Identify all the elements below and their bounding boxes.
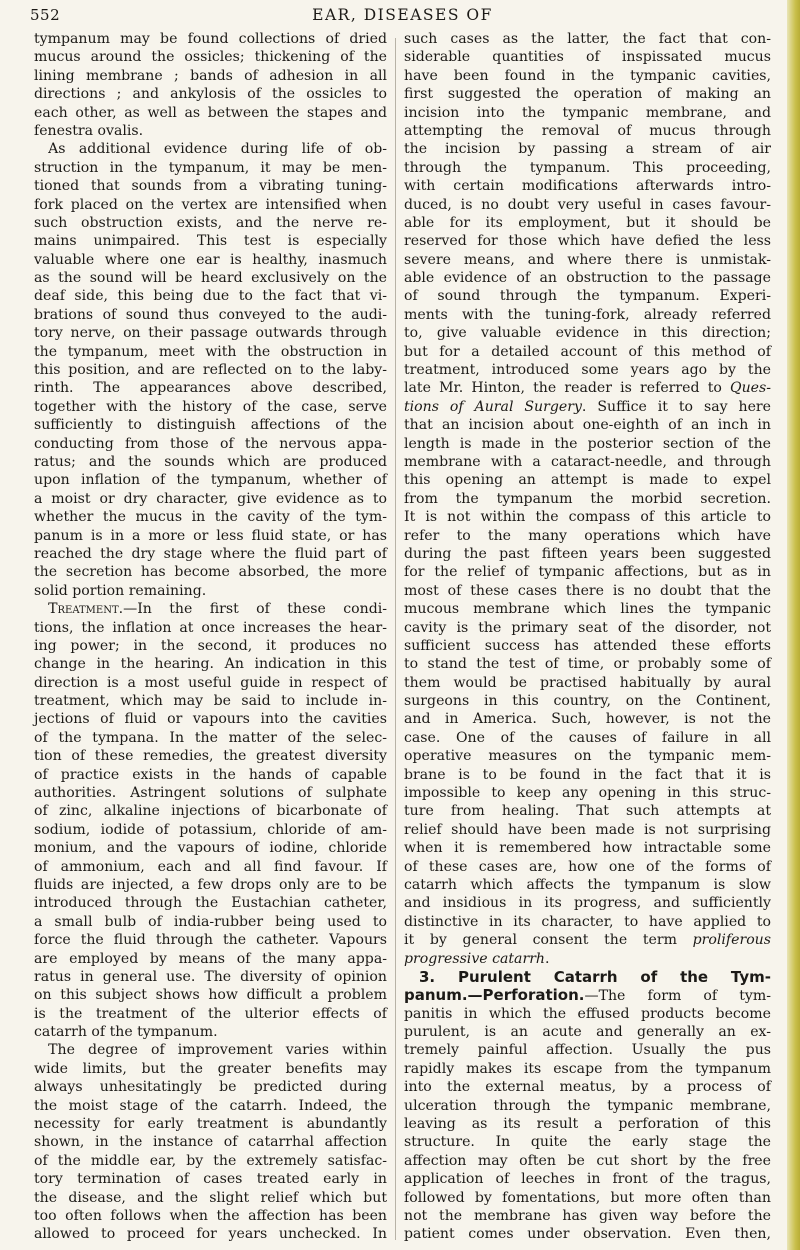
text-line <box>404 122 771 140</box>
line-text: ments with the tuning-fork, already referred <box>404 306 771 323</box>
line-text: the secretion has become absorbed, the more <box>34 564 387 581</box>
line-text: authorities. Astringent solutions of sulphate <box>34 785 387 802</box>
text-line <box>404 1170 771 1188</box>
text-line <box>34 1041 387 1059</box>
text-line <box>404 361 771 379</box>
text-line <box>404 747 771 765</box>
line-text: mucous membrane which lines the tympanic <box>404 601 771 618</box>
text-line <box>404 287 771 305</box>
line-text: direction is a most useful guide in respect of <box>34 674 387 691</box>
line-text: catarrh which affects the tympanum is slow <box>404 876 771 893</box>
section-heading: 3. Purulent Catarrh of the Tym- <box>404 967 771 986</box>
line-text: tory nerve, on their passage outwards through <box>34 325 387 342</box>
line-text: for the relief of tympanic affections, but as in <box>404 564 771 581</box>
text-line <box>34 1097 387 1115</box>
text-line <box>34 839 387 857</box>
text-line <box>34 287 387 305</box>
line-text: tremely painful affection. Usually the pus <box>404 1042 771 1059</box>
line-text: severe means, and where there is unmistak- <box>404 251 771 268</box>
line-text: such cases as the latter, the fact that con- <box>404 31 771 47</box>
line-text: the incision by passing a stream of air <box>404 141 771 158</box>
text-line <box>34 1115 387 1133</box>
text-line <box>34 1005 387 1023</box>
text-line <box>404 214 771 232</box>
text-line <box>404 527 771 545</box>
line-text: As additional evidence during life of ob- <box>34 141 387 158</box>
text-line <box>404 416 771 434</box>
line-text: and in America. Such, however, is not the <box>404 711 771 728</box>
text-line <box>404 968 771 986</box>
text-line <box>34 802 387 820</box>
text-line <box>34 913 387 931</box>
text-line <box>34 1078 387 1096</box>
text-line <box>34 600 387 618</box>
line-text: . Suffice it to say here <box>581 398 771 415</box>
text-line <box>404 1152 771 1170</box>
running-head: EAR, DISEASES OF <box>312 6 493 24</box>
line-text: upon inflation of the tympanum, whether of <box>34 472 387 489</box>
text-line <box>404 913 771 931</box>
text-line <box>34 766 387 784</box>
text-line <box>404 986 771 1004</box>
line-text: incision into the tympanic membrane, and <box>404 104 771 121</box>
text-line <box>404 85 771 103</box>
line-text: a moist or dry character, give evidence as to <box>34 490 387 507</box>
text-line <box>404 802 771 820</box>
line-text: catarrh of the tympanum. <box>34 1024 218 1041</box>
text-line <box>404 710 771 728</box>
line-text: ture from healing. That such attempts at <box>404 803 771 820</box>
line-text: tion of these remedies, the greatest diversity <box>34 748 387 765</box>
italic-text: Ques- <box>730 380 771 397</box>
line-text: and insidious in its progress, and sufficiently <box>404 895 771 912</box>
text-line <box>404 1189 771 1207</box>
line-text: length is made in the posterior section of the <box>404 435 771 452</box>
text-line <box>404 839 771 857</box>
line-text: most of these cases there is no doubt that the <box>404 582 771 599</box>
italic-text: tions of Aural Surgery <box>404 398 582 415</box>
text-line <box>404 950 771 968</box>
text-line <box>404 674 771 692</box>
line-text: always unhesitatingly be predicted during <box>34 1079 387 1096</box>
line-text: distinctive in its character, to have applied to <box>404 913 771 930</box>
line-text: fluids are injected, a few drops only are to be <box>34 876 387 893</box>
line-text: but for a detailed account of this method of <box>404 343 771 360</box>
text-line <box>404 251 771 269</box>
text-line <box>34 214 387 232</box>
line-text: are employed by means of the many appa- <box>34 950 387 967</box>
text-line <box>404 784 771 802</box>
line-text: brane is to be found in the fact that it is <box>404 766 771 783</box>
line-text: of these cases are, how one of the forms of <box>404 858 771 875</box>
text-line <box>404 1133 771 1151</box>
text-line <box>34 563 387 581</box>
text-line <box>34 159 387 177</box>
line-text: of practice exists in the hands of capable <box>34 766 387 783</box>
text-line <box>404 30 771 48</box>
line-text: a small bulb of india-rubber being used to <box>34 913 387 930</box>
line-text: whether the mucus in the cavity of the tym- <box>34 509 387 526</box>
text-line <box>34 269 387 287</box>
column-divider <box>395 38 396 1240</box>
page-edge <box>787 0 800 1250</box>
text-line <box>34 48 387 66</box>
text-line <box>404 876 771 894</box>
line-text: of sound through the tympanum. Experi- <box>404 288 771 305</box>
line-text: —In the first of these condi- <box>123 601 387 618</box>
line-text: —The form of tym- <box>584 988 771 1005</box>
text-line <box>34 692 387 710</box>
left-column <box>34 30 387 1244</box>
text-line <box>34 931 387 949</box>
text-line <box>34 508 387 526</box>
text-line <box>404 159 771 177</box>
line-text: when it is remembered how intractable some <box>404 840 771 857</box>
text-line <box>34 968 387 986</box>
text-line <box>404 655 771 673</box>
line-text: such obstruction exists, and the nerve re- <box>34 214 387 231</box>
text-line <box>34 674 387 692</box>
line-text: fenestra ovalis. <box>34 122 144 139</box>
text-line <box>404 471 771 489</box>
line-text: panitis in which the effused products become <box>404 1005 771 1022</box>
line-text: able for its employment, but it should be <box>404 214 771 231</box>
right-column <box>404 30 771 1244</box>
line-text: allowed to proceed for years unchecked. In <box>34 1226 387 1243</box>
text-line <box>34 527 387 545</box>
text-line <box>404 619 771 637</box>
page-header <box>30 6 775 30</box>
text-line <box>404 692 771 710</box>
text-line <box>34 545 387 563</box>
line-text: reserved for those which have defied the less <box>404 233 771 250</box>
line-text: have been found in the tympanic cavities, <box>404 67 771 84</box>
line-text: as the sound will be heard exclusively on the <box>34 270 387 287</box>
line-text: duced, is no doubt very useful in cases favour- <box>404 196 771 213</box>
text-line <box>34 453 387 471</box>
line-text: them would be practised habitually by aural <box>404 674 771 691</box>
text-line <box>34 251 387 269</box>
line-text: of zinc, alkaline injections of bicarbonate of <box>34 803 387 820</box>
text-line <box>404 582 771 600</box>
text-line <box>34 821 387 839</box>
text-line <box>34 398 387 416</box>
text-line <box>404 637 771 655</box>
text-line <box>34 876 387 894</box>
text-line <box>404 435 771 453</box>
line-text: necessity for early treatment is abundantly <box>34 1116 387 1133</box>
line-text: change in the hearing. An indication in this <box>34 656 387 673</box>
text-line <box>404 931 771 949</box>
line-text: ratus; and the sounds which are produced <box>34 453 387 470</box>
text-line <box>404 140 771 158</box>
text-line <box>404 1005 771 1023</box>
text-line <box>34 747 387 765</box>
text-line <box>34 196 387 214</box>
line-text: operative measures on the tympanic mem- <box>404 748 771 765</box>
line-text: monium, and the vapours of iodine, chloride <box>34 840 387 857</box>
text-line <box>34 232 387 250</box>
text-line <box>404 545 771 563</box>
line-text: purulent, is an acute and generally an ex- <box>404 1024 771 1041</box>
text-line <box>404 729 771 747</box>
text-line <box>404 821 771 839</box>
text-line <box>404 177 771 195</box>
line-text: struction in the tympanum, it may be men- <box>34 159 387 176</box>
text-line <box>404 508 771 526</box>
text-line <box>34 1189 387 1207</box>
text-line <box>34 1225 387 1243</box>
text-line <box>34 361 387 379</box>
line-text: to stand the test of time, or probably some of <box>404 656 771 673</box>
line-text: membrane with a cataract-needle, and through <box>404 453 771 470</box>
line-text: that an incision about one-eighth of an inch in <box>404 417 771 434</box>
text-line <box>34 1060 387 1078</box>
line-text: reached the dry stage where the fluid part of <box>34 545 387 562</box>
line-text: valuable where one ear is healthy, inasmuch <box>34 251 387 268</box>
text-line <box>34 582 387 600</box>
text-line <box>404 600 771 618</box>
text-line <box>34 619 387 637</box>
text-line <box>404 894 771 912</box>
line-text: impossible to keep any opening in this struc- <box>404 785 771 802</box>
text-line <box>404 453 771 471</box>
text-line <box>34 950 387 968</box>
text-line <box>34 343 387 361</box>
line-text: on this subject shows how difficult a problem <box>34 987 387 1004</box>
text-line <box>34 85 387 103</box>
line-text: deaf side, this being due to the fact that vi- <box>34 288 387 305</box>
text-line <box>34 858 387 876</box>
line-text: the moist stage of the catarrh. Indeed, the <box>34 1097 387 1114</box>
line-text: wide limits, but the greater benefits may <box>34 1060 387 1077</box>
text-line <box>404 104 771 122</box>
text-line <box>34 306 387 324</box>
text-line <box>404 1097 771 1115</box>
text-line <box>404 379 771 397</box>
line-text: tory termination of cases treated early in <box>34 1171 387 1188</box>
line-text: fork placed on the vertex are intensified when <box>34 196 387 213</box>
line-text: refer to the many operations which have <box>404 527 771 544</box>
text-line <box>404 766 771 784</box>
text-line <box>34 140 387 158</box>
line-text: sufficiently to distinguish affections of the <box>34 417 387 434</box>
line-text: It is not within the compass of this article to <box>404 509 771 526</box>
text-line <box>34 1170 387 1188</box>
line-text: rapidly makes its escape from the tympanum <box>404 1060 771 1077</box>
line-text: mains unimpaired. This test is especially <box>34 233 387 250</box>
line-text: able evidence of an obstruction to the passage <box>404 270 771 287</box>
text-line <box>34 30 387 48</box>
text-line <box>34 490 387 508</box>
line-text: sufficient success has attended these efforts <box>404 637 771 654</box>
line-text: application of leeches in front of the tragus, <box>404 1171 771 1188</box>
italic-text: progressive catarrh <box>404 950 546 967</box>
line-text: into the external meatus, by a process of <box>404 1079 771 1096</box>
text-line <box>34 104 387 122</box>
line-text: jections of fluid or vapours into the cavities <box>34 711 387 728</box>
text-line <box>404 324 771 342</box>
line-text: ulceration through the tympanic membrane, <box>404 1097 771 1114</box>
page-number: 552 <box>30 6 61 24</box>
line-text: with certain modifications afterwards intro- <box>404 178 771 195</box>
line-text: followed by fomentations, but more often than <box>404 1189 771 1206</box>
text-line <box>404 343 771 361</box>
line-text: sodium, iodide of potassium, chloride of am- <box>34 821 387 838</box>
section-heading: panum.—Perforation. <box>404 986 585 1005</box>
line-text: treatment, which may be said to include in- <box>34 693 387 710</box>
line-text: The degree of improvement varies within <box>34 1042 387 1059</box>
line-text: the disease, and the slight relief which but <box>34 1189 387 1206</box>
line-text: too often follows when the affection has been <box>34 1208 387 1224</box>
text-line <box>404 858 771 876</box>
text-line <box>404 1078 771 1096</box>
line-text: surgeons in this country, on the Continent, <box>404 693 771 710</box>
line-text: not the membrane has given way before the <box>404 1208 771 1224</box>
text-line <box>34 67 387 85</box>
text-line <box>404 196 771 214</box>
text-line <box>34 324 387 342</box>
line-text: tions, the inflation at once increases the hear- <box>34 619 387 636</box>
line-text: from the tympanum the morbid secretion. <box>404 490 771 507</box>
text-line <box>34 710 387 728</box>
text-line <box>34 379 387 397</box>
text-line <box>404 398 771 416</box>
text-line <box>34 729 387 747</box>
line-text: rinth. The appearances above described, <box>34 380 387 397</box>
line-text: attempting the removal of mucus through <box>404 122 771 139</box>
line-text: relief should have been made is not surprising <box>404 821 771 838</box>
line-text: late Mr. Hinton, the reader is referred to <box>404 380 731 397</box>
text-line <box>34 655 387 673</box>
line-text: of the tympana. In the matter of the selec- <box>34 729 387 746</box>
line-text: each other, as well as between the stapes and <box>34 104 387 121</box>
line-text: force the fluid through the catheter. Vapours <box>34 932 387 949</box>
text-line <box>404 48 771 66</box>
text-line <box>34 471 387 489</box>
text-line <box>34 435 387 453</box>
line-text: to, give valuable evidence in this direction; <box>404 325 771 342</box>
line-text: . <box>545 950 550 967</box>
line-text: cavity is the primary seat of the disorder, not <box>404 619 771 636</box>
line-text: panum is in a more or less fluid state, or has <box>34 527 387 544</box>
text-line <box>34 894 387 912</box>
text-line <box>404 490 771 508</box>
line-text: brations of sound thus conveyed to the audi- <box>34 306 387 323</box>
text-line <box>404 1041 771 1059</box>
text-line <box>34 416 387 434</box>
text-line <box>404 1225 771 1243</box>
text-line <box>34 1152 387 1170</box>
line-text: structure. In quite the early stage the <box>404 1134 771 1151</box>
line-text: through the tympanum. This proceeding, <box>404 159 771 176</box>
line-text: ratus in general use. The diversity of opinion <box>34 968 387 985</box>
line-text: tioned that sounds from a vibrating tuning- <box>34 178 387 195</box>
line-text: introduced through the Eustachian catheter, <box>34 895 387 912</box>
line-text: is the treatment of the ulterior effects of <box>34 1005 387 1022</box>
text-line <box>404 306 771 324</box>
text-line <box>404 1207 771 1225</box>
line-text: conducting from those of the nervous appa- <box>34 435 387 452</box>
section-heading: Treatment. <box>34 601 124 618</box>
text-line <box>404 563 771 581</box>
line-text: tympanum may be found collections of dried <box>34 31 387 47</box>
text-line <box>404 269 771 287</box>
line-text: this opening an attempt is made to expel <box>404 472 771 489</box>
text-line <box>404 1023 771 1041</box>
line-text: lining membrane ; bands of adhesion in all <box>34 67 387 84</box>
text-line <box>404 232 771 250</box>
text-line <box>34 1023 387 1041</box>
line-text: case. One of the causes of failure in all <box>404 729 771 746</box>
text-line <box>34 177 387 195</box>
line-text: first suggested the operation of making an <box>404 86 771 103</box>
line-text: this position, and are reflected on to the laby- <box>34 362 387 379</box>
text-line <box>404 1060 771 1078</box>
line-text: directions ; and ankylosis of the ossicles to <box>34 86 387 103</box>
line-text: siderable quantities of inspissated mucus <box>404 49 771 66</box>
line-text: leaving as its result a perforation of this <box>404 1116 771 1133</box>
text-line <box>34 986 387 1004</box>
text-line <box>34 1133 387 1151</box>
line-text: affection may often be cut short by the free <box>404 1152 771 1169</box>
text-line <box>404 67 771 85</box>
line-text: solid portion remaining. <box>34 582 207 599</box>
line-text: of ammonium, each and all find favour. If <box>34 858 387 875</box>
line-text: patient comes under observation. Even then, <box>404 1226 771 1243</box>
line-text: ing power; in the second, it produces no <box>34 637 387 654</box>
text-line <box>34 1207 387 1225</box>
text-line <box>404 1115 771 1133</box>
text-line <box>34 784 387 802</box>
line-text: together with the history of the case, serve <box>34 398 387 415</box>
text-line <box>34 122 387 140</box>
line-text: during the past fifteen years been suggested <box>404 545 771 562</box>
italic-text: proliferous <box>692 932 771 949</box>
line-text: it by general consent the term <box>404 932 693 949</box>
line-text: of the middle ear, by the extremely satisfac- <box>34 1152 387 1169</box>
line-text: treatment, introduced some years ago by the <box>404 362 771 379</box>
line-text: the tympanum, meet with the obstruction in <box>34 343 387 360</box>
text-line <box>34 637 387 655</box>
line-text: mucus around the ossicles; thickening of the <box>34 49 387 66</box>
line-text: shown, in the instance of catarrhal affection <box>34 1134 387 1151</box>
